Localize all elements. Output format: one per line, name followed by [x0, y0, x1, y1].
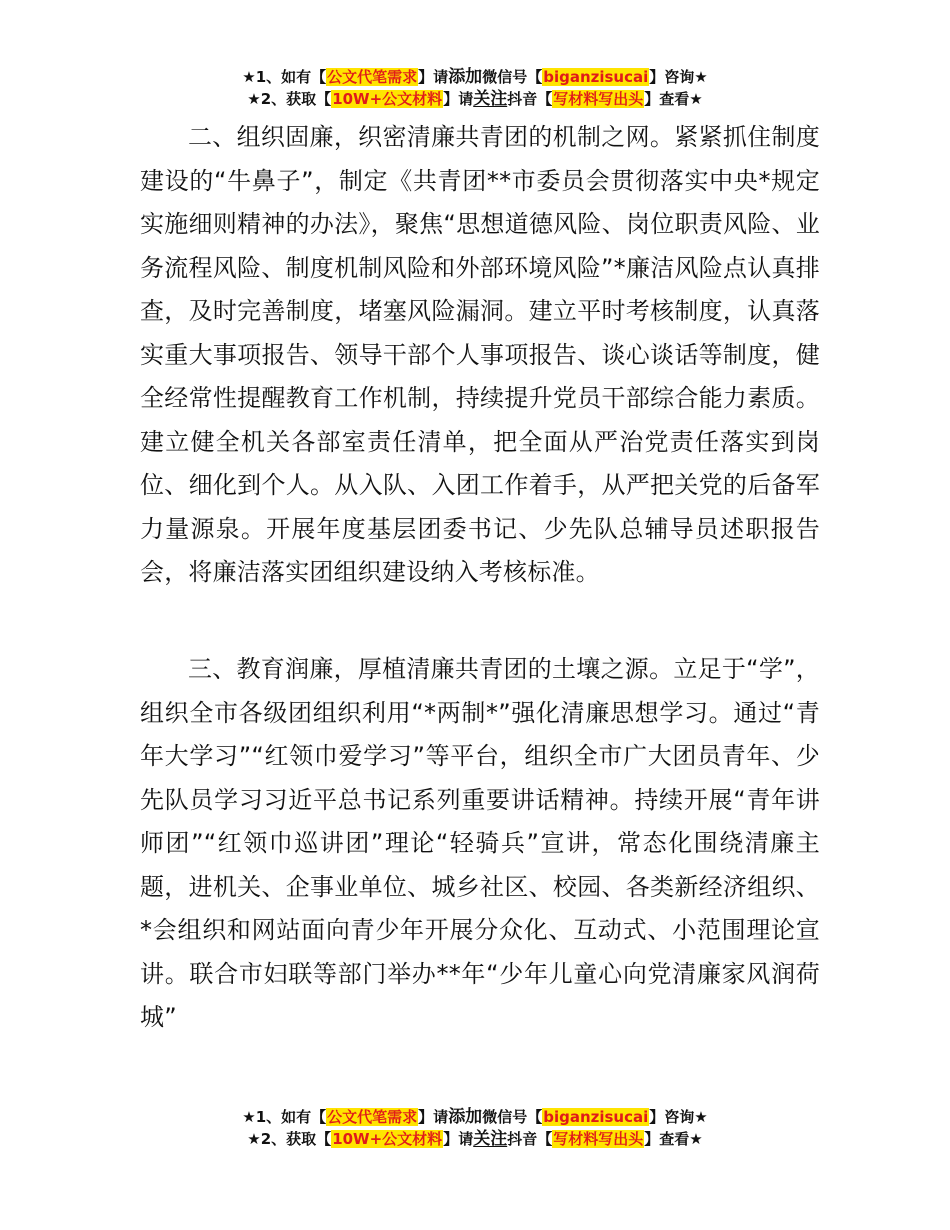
- promo-text: 微信号【: [482, 1108, 543, 1126]
- promo-text: 】咨询★: [649, 1108, 708, 1126]
- body-paragraph-1: [140, 116, 820, 595]
- wechat-id-highlight: biganzisucai: [543, 1108, 649, 1126]
- promo-emphasis: 关注: [473, 89, 508, 109]
- promo-highlight: 10W+公文材料: [332, 90, 443, 108]
- promo-text: 抖音【: [507, 90, 553, 108]
- promo-text: ★1、如有【: [242, 68, 327, 86]
- promo-text: 】查看★: [644, 1130, 703, 1148]
- promo-text: 微信号【: [482, 68, 543, 86]
- promo-highlight: 公文代笔需求: [327, 1108, 418, 1126]
- promo-text: 】咨询★: [649, 68, 708, 86]
- promo-text: 】请: [418, 1108, 449, 1126]
- promo-text: ★2、获取【: [247, 1130, 332, 1148]
- douyin-id-highlight: 写材料写出头: [553, 90, 644, 108]
- promo-text: ★1、如有【: [242, 1108, 327, 1126]
- promo-line-1: [0, 66, 950, 88]
- promo-line-2: [0, 88, 950, 110]
- promo-emphasis: 添加: [448, 1107, 483, 1127]
- promo-emphasis: 添加: [448, 67, 483, 87]
- promo-highlight: 公文代笔需求: [327, 68, 418, 86]
- promo-banner-top: [0, 66, 950, 110]
- promo-text: 】查看★: [644, 90, 703, 108]
- body-paragraph-2: [140, 648, 820, 1040]
- promo-text: 】请: [418, 68, 449, 86]
- promo-text: 】请: [443, 1130, 474, 1148]
- paragraph-text: 二、组织固廉，织密清廉共青团的机制之网。紧紧抓住制度建设的“牛鼻子”，制定《共青团**市委员会贯彻落实中央*规定实施细则精神的办法》，聚焦“思想道德风险、岗位职责风险、业务流程风险、制度机制风险和外部环境风险”*廉洁风险点认真排查，及时完善制度，堵塞风险漏洞。建立平时考核制度，认真落实重大事项报告、领导干部个人事项报告、谈心谈话等制度，健全经常性提醒教育工作机制，持续提升党员干部综合能力素质。建立健全机关各部室责任清单，把全面从严治党责任落实到岗位、细化到个人。从入队、入团工作着手，从严把关党的后备军力量源泉。开展年度基层团委书记、少先队总辅导员述职报告会，将廉洁落实团组织建设纳入考核标准。: [140, 123, 820, 586]
- promo-line-1: [0, 1106, 950, 1128]
- promo-text: ★2、获取【: [247, 90, 332, 108]
- promo-text: 抖音【: [507, 1130, 553, 1148]
- douyin-id-highlight: 写材料写出头: [553, 1130, 644, 1148]
- wechat-id-highlight: biganzisucai: [543, 68, 649, 86]
- promo-line-2: [0, 1128, 950, 1150]
- promo-emphasis: 关注: [473, 1129, 508, 1149]
- promo-banner-bottom: [0, 1106, 950, 1150]
- promo-text: 】请: [443, 90, 474, 108]
- promo-highlight: 10W+公文材料: [332, 1130, 443, 1148]
- paragraph-text: 三、教育润廉，厚植清廉共青团的土壤之源。立足于“学”，组织全市各级团组织利用“*两制*”强化清廉思想学习。通过“青年大学习”“红领巾爱学习”等平台，组织全市广大团员青年、少先队员学习习近平总书记系列重要讲话精神。持续开展“青年讲师团”“红领巾巡讲团”理论“轻骑兵”宣讲，常态化围绕清廉主题，进机关、企事业单位、城乡社区、校园、各类新经济组织、*会组织和网站面向青少年开展分众化、互动式、小范围理论宣讲。联合市妇联等部门举办**年“少年儿童心向党清廉家风润荷城”: [140, 655, 820, 1031]
